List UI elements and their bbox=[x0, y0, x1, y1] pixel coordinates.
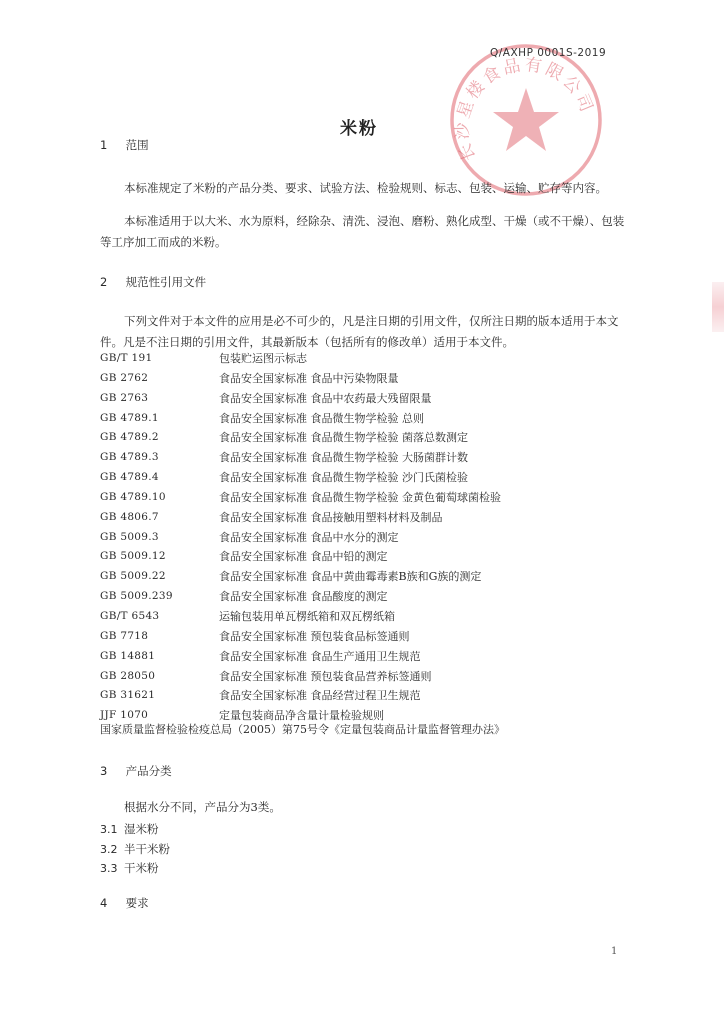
reference-title: 定量包装商品净含量计量检验规则 bbox=[219, 709, 384, 723]
reference-title: 食品安全国家标准 食品接触用塑料材料及制品 bbox=[219, 510, 443, 524]
item-label: 半干米粉 bbox=[124, 841, 170, 856]
reference-title: 食品安全国家标准 食品微生物学检验 总则 bbox=[219, 411, 424, 425]
reference-row bbox=[100, 448, 625, 468]
reference-row bbox=[100, 409, 625, 429]
reference-code: GB 5009.239 bbox=[100, 590, 173, 603]
page-number: 1 bbox=[611, 946, 618, 957]
reference-title: 食品安全国家标准 预包装食品标签通则 bbox=[219, 629, 410, 643]
reference-code: GB 31621 bbox=[100, 689, 156, 702]
reference-code: GB 4789.1 bbox=[100, 411, 159, 424]
reference-title: 食品安全国家标准 食品微生物学检验 大肠菌群计数 bbox=[219, 451, 468, 465]
classification-intro: 根据水分不同，产品分为3类。 bbox=[124, 800, 281, 814]
classification-item bbox=[100, 820, 170, 840]
reference-row bbox=[100, 567, 625, 587]
section-4-heading bbox=[100, 895, 149, 911]
reference-code: GB 4789.4 bbox=[100, 471, 159, 484]
section-number: 2 bbox=[100, 275, 108, 289]
reference-title: 运输包装用单瓦楞纸箱和双瓦楞纸箱 bbox=[219, 609, 395, 623]
section-title: 规范性引用文件 bbox=[125, 275, 207, 289]
reference-row bbox=[100, 627, 625, 647]
reference-row bbox=[100, 389, 625, 409]
reference-code: GB 4806.7 bbox=[100, 510, 159, 523]
reference-title: 包装贮运图示标志 bbox=[219, 352, 307, 365]
reference-row bbox=[100, 667, 625, 687]
scope-paragraph-1: 本标准规定了米粉的产品分类、要求、试验方法、检验规则、标志、包装、运输、贮存等内容。 bbox=[124, 181, 607, 195]
section-2-heading bbox=[100, 274, 206, 290]
reference-list bbox=[100, 349, 625, 726]
reference-row bbox=[100, 369, 625, 389]
reference-code: GB/T 6543 bbox=[100, 609, 160, 622]
section-number: 4 bbox=[100, 896, 108, 910]
reference-title: 食品安全国家标准 食品微生物学检验 沙门氏菌检验 bbox=[219, 471, 468, 485]
references-intro: 下列文件对于本文件的应用是必不可少的，凡是注日期的引用文件，仅所注日期的版本适用于本文件。凡是不注日期的引用文件，其最新版本（包括所有的修改单）适用于本文件。 bbox=[100, 314, 619, 349]
reference-title: 食品安全国家标准 食品中污染物限量 bbox=[219, 371, 399, 385]
reference-title: 食品安全国家标准 食品中农药最大残留限量 bbox=[219, 391, 432, 405]
classification-list bbox=[100, 820, 170, 879]
section-title: 产品分类 bbox=[125, 764, 172, 778]
reference-code: GB 4789.2 bbox=[100, 431, 159, 444]
section-title: 要求 bbox=[125, 896, 149, 910]
reference-row bbox=[100, 468, 625, 488]
edge-stamp-mark bbox=[712, 282, 724, 332]
reference-row bbox=[100, 488, 625, 508]
section-number: 1 bbox=[100, 138, 108, 152]
item-number: 3.2 bbox=[100, 842, 118, 856]
reference-code: GB 5009.12 bbox=[100, 550, 166, 563]
item-label: 干米粉 bbox=[124, 861, 159, 875]
classification-item bbox=[100, 859, 170, 879]
reference-title: 食品安全国家标准 食品微生物学检验 菌落总数测定 bbox=[219, 431, 468, 445]
reference-title: 食品安全国家标准 食品微生物学检验 金黄色葡萄球菌检验 bbox=[219, 490, 501, 504]
reference-code: GB 2763 bbox=[100, 391, 149, 404]
regulation-reference: 国家质量监督检验检疫总局（2005）第75号令《定量包装商品计量监督管理办法》 bbox=[100, 723, 505, 736]
section-3-heading bbox=[100, 763, 172, 779]
reference-title: 食品安全国家标准 预包装食品营养标签通则 bbox=[219, 669, 432, 683]
company-seal-icon bbox=[446, 40, 606, 200]
reference-title: 食品安全国家标准 食品酸度的测定 bbox=[219, 590, 388, 604]
document-title: 米粉 bbox=[340, 119, 378, 139]
classification-item bbox=[100, 840, 170, 860]
item-number: 3.3 bbox=[100, 862, 118, 875]
reference-row bbox=[100, 508, 625, 528]
reference-code: JJF 1070 bbox=[100, 709, 149, 722]
reference-row bbox=[100, 547, 625, 567]
section-1-heading bbox=[100, 137, 149, 153]
reference-title: 食品安全国家标准 食品经营过程卫生规范 bbox=[219, 689, 421, 703]
seal-arc-text: 长沙星楼食品有限公司 bbox=[452, 54, 598, 164]
reference-row bbox=[100, 607, 625, 627]
section-title: 范围 bbox=[125, 138, 149, 152]
item-number: 3.1 bbox=[100, 823, 118, 836]
reference-code: GB/T 191 bbox=[100, 352, 153, 364]
reference-title: 食品安全国家标准 食品中黄曲霉毒素B族和G族的测定 bbox=[219, 570, 482, 584]
reference-code: GB 7718 bbox=[100, 629, 149, 642]
reference-code: GB 4789.10 bbox=[100, 490, 166, 503]
reference-code: GB 2762 bbox=[100, 371, 149, 384]
reference-row bbox=[100, 349, 625, 369]
reference-title: 食品安全国家标准 食品生产通用卫生规范 bbox=[219, 649, 421, 663]
reference-row bbox=[100, 587, 625, 607]
reference-code: GB 14881 bbox=[100, 649, 156, 662]
reference-row bbox=[100, 428, 625, 448]
standard-number: Q/AXHP 0001S-2019 bbox=[490, 47, 607, 59]
reference-code: GB 28050 bbox=[100, 669, 156, 682]
reference-row bbox=[100, 686, 625, 706]
section-number: 3 bbox=[100, 764, 108, 778]
reference-title: 食品安全国家标准 食品中水分的测定 bbox=[219, 530, 399, 544]
scope-paragraph-2: 本标准适用于以大米、水为原料，经除杂、清洗、浸泡、磨粉、熟化成型、干燥（或不干燥）、包装等工序加工而成的米粉。 bbox=[100, 214, 625, 249]
reference-title: 食品安全国家标准 食品中铅的测定 bbox=[219, 550, 388, 564]
item-label: 湿米粉 bbox=[124, 822, 159, 836]
reference-row bbox=[100, 528, 625, 548]
reference-code: GB 4789.3 bbox=[100, 451, 159, 464]
reference-code: GB 5009.22 bbox=[100, 570, 166, 583]
reference-code: GB 5009.3 bbox=[100, 530, 159, 543]
reference-row bbox=[100, 647, 625, 667]
